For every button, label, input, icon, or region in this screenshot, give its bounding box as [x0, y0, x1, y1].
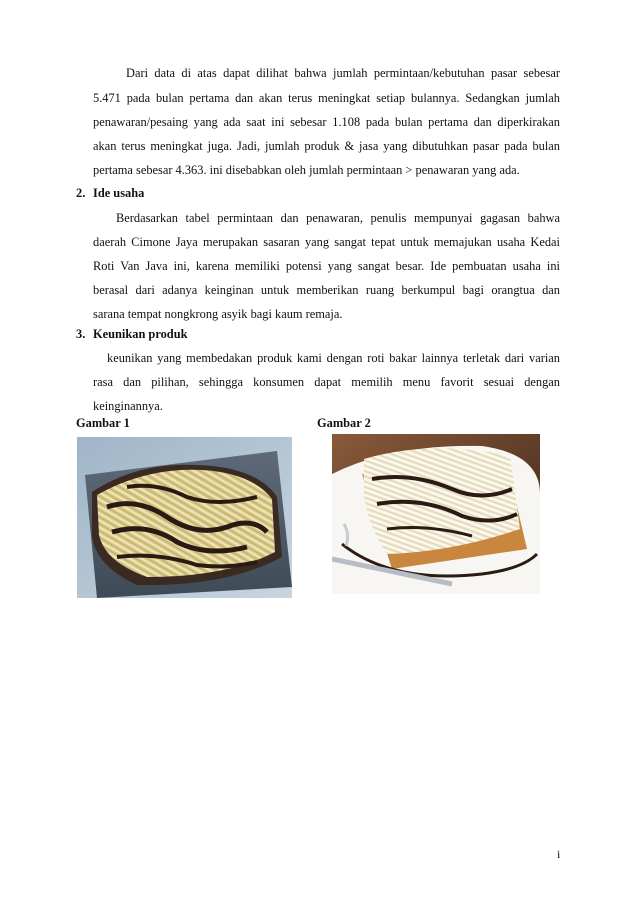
section3-line-1: keunikan yang membedakan produk kami dengan roti bakar lainnya terletak dari varian [107, 351, 560, 365]
section2-line-5: sarana tempat nongkrong asyik bagi kaum remaja. [93, 307, 343, 321]
paragraph1-line-2: 5.471 pada bulan pertama dan akan terus meningkat setiap bulannya. Sedangkan jumlah [93, 91, 560, 105]
paragraph1-line-4: akan terus meningkat juga. Jadi, jumlah produk & jasa yang dibutuhkan pasar pada bulan [93, 139, 560, 153]
section2-line-4: berasal dari adanya keinginan untuk memberikan ruang berkumpul bagi orangtua dan [93, 283, 560, 297]
section2-line-1: Berdasarkan tabel permintaan dan penawaran, penulis mempunyai gagasan bahwa [116, 211, 560, 225]
paragraph1-line-5: pertama sebesar 4.363. ini disebabkan oleh jumlah permintaan > penawaran yang ada. [93, 163, 520, 177]
section2-number: 2. [76, 186, 86, 200]
paragraph1-line-3: penawaran/pesaing yang ada saat ini sebesar 1.108 pada bulan pertama dan diperkirakan [93, 115, 560, 129]
section2-line-2: daerah Cimone Jaya merupakan sasaran yang sangat tepat untuk memajukan usaha Kedai [93, 235, 560, 249]
figure2-caption: Gambar 2 [317, 416, 371, 430]
figure1-photo [77, 437, 292, 598]
section3-line-2: rasa dan pilihan, sehingga konsumen dapat memilih menu favorit sesuai dengan [93, 375, 560, 389]
figure1-caption: Gambar 1 [76, 416, 130, 430]
paragraph1-line-1: Dari data di atas dapat dilihat bahwa jumlah permintaan/kebutuhan pasar sebesar [126, 66, 560, 80]
section2-heading: Ide usaha [93, 186, 145, 200]
section3-number: 3. [76, 327, 86, 341]
section3-heading: Keunikan produk [93, 327, 188, 341]
figure2-photo [332, 434, 540, 594]
section2-line-3: Roti Van Java ini, karena memiliki potensi yang sangat besar. Ide pembuatan usaha ini [93, 259, 560, 273]
section3-line-3: keinginannya. [93, 399, 163, 413]
page-number: i [557, 847, 561, 861]
